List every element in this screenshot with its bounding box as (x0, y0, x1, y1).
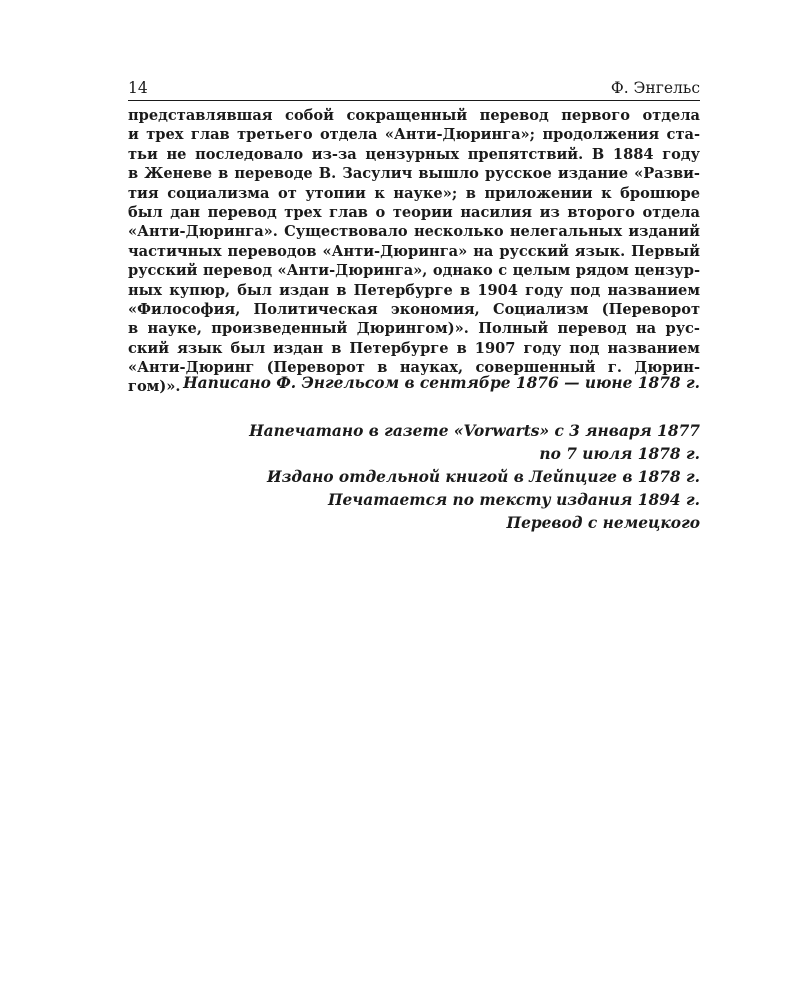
body-line: ных купюр, был издан в Петербурге в 1904 году под названием (128, 281, 700, 299)
body-line: частичных переводов «Анти-Дюринга» на русский язык. Первый (128, 242, 700, 260)
running-head (128, 74, 700, 98)
publication-line: по 7 июля 1878 г. (539, 445, 700, 463)
publication-line: Печатается по тексту издания 1894 г. (327, 491, 700, 509)
body-line: «Философия, Политическая экономия, Социализм (Переворот (128, 300, 700, 318)
body-line: тия социализма от утопии к науке»; в приложении к брошюре (128, 184, 700, 202)
body-line: и трех глав третьего отдела «Анти-Дюринга»; продолжения ста- (128, 126, 700, 144)
body-line: в науке, произведенный Дюрингом)». Полный перевод на рус- (128, 320, 700, 338)
body-line: тьи не последовало из-за цензурных препятствий. В 1884 году (128, 145, 700, 163)
publication-line: Перевод с немецкого (506, 514, 700, 532)
written-note: Написано Ф. Энгельсом в сентябре 1876 — июне 1878 г. (183, 374, 700, 392)
body-line: гом)». (128, 378, 181, 396)
publication-line: Напечатано в газете «Vorwarts» с 3 января 1877 (249, 422, 700, 440)
body-paragraph (128, 106, 700, 397)
publication-line: Издано отдельной книгой в Лейпциге в 1878 г. (267, 468, 700, 486)
body-line: «Анти-Дюринг (Переворот в науках, совершенный г. Дюрин- (128, 359, 700, 377)
page-number: 14 (128, 79, 148, 97)
running-title: Ф. Энгельс (610, 79, 700, 97)
body-line: «Анти-Дюринга». Существовало несколько нелегальных изданий (128, 223, 700, 241)
body-line: представлявшая собой сокращенный перевод первого отдела (128, 107, 700, 124)
publication-info (128, 420, 700, 535)
body-line: в Женеве в переводе В. Засулич вышло русское издание «Разви- (128, 165, 700, 183)
body-line: русский перевод «Анти-Дюринга», однако с целым рядом цензур- (128, 262, 700, 280)
body-line: был дан перевод трех глав о теории насилия из второго отдела (128, 203, 700, 221)
header-rule (128, 100, 700, 101)
body-line: ский язык был издан в Петербурге в 1907 году под названием (128, 339, 700, 357)
